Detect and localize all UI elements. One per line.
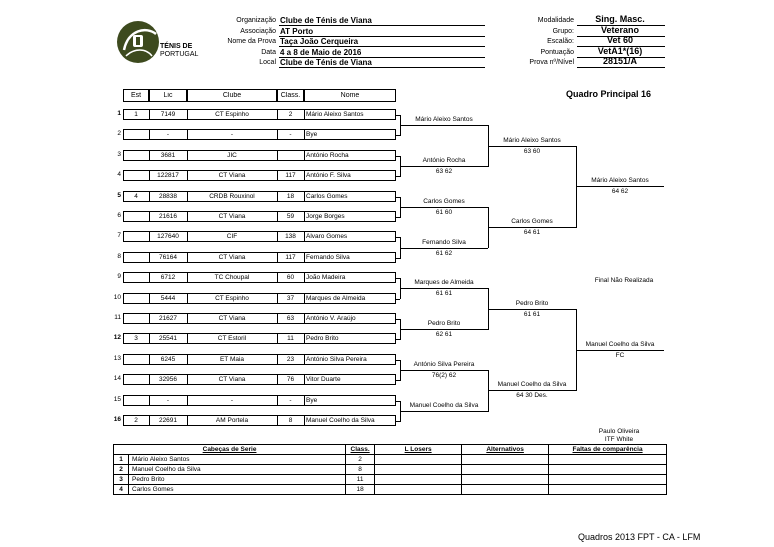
cell-divider bbox=[187, 231, 188, 242]
faltas-header: Faltas de comparência bbox=[549, 445, 667, 455]
round2-score: 61 62 bbox=[435, 249, 453, 257]
cell-divider bbox=[149, 374, 150, 385]
draw-position: 16 bbox=[113, 416, 121, 423]
empty-cell bbox=[549, 485, 667, 495]
player-est: 1 bbox=[134, 111, 138, 118]
player-clube: CT Viana bbox=[218, 213, 246, 220]
logo-line1: TÉNIS DE bbox=[160, 43, 193, 50]
empty-cell bbox=[375, 475, 462, 485]
cell-divider bbox=[304, 129, 305, 140]
player-clube: - bbox=[230, 131, 234, 139]
player-nome: Vitor Duarte bbox=[306, 376, 341, 384]
cell-divider bbox=[187, 211, 188, 222]
cell-divider bbox=[187, 333, 188, 344]
draw-position: 3 bbox=[117, 150, 121, 158]
column-header-cell bbox=[277, 89, 304, 102]
quarter-name: Manuel Coelho da Silva bbox=[497, 381, 567, 389]
winner-line bbox=[400, 166, 488, 167]
player-est: 3 bbox=[134, 335, 138, 343]
cell-divider bbox=[187, 109, 188, 120]
header-label: Pontuação bbox=[540, 48, 574, 56]
round2-score: 62 61 bbox=[435, 331, 453, 339]
draw-position: 14 bbox=[113, 375, 121, 383]
cell-divider bbox=[277, 293, 278, 304]
quarter-score: 63 60 bbox=[523, 147, 541, 155]
cell-divider bbox=[304, 313, 305, 324]
header-value: Taça João Cerqueira bbox=[280, 37, 359, 46]
losers-header: L Losers bbox=[375, 445, 462, 455]
cell-divider bbox=[304, 252, 305, 263]
player-lic: 7149 bbox=[160, 111, 176, 118]
player-clube: CT Viana bbox=[218, 172, 246, 180]
cell-divider bbox=[149, 333, 150, 344]
footer-text: Quadros 2013 FPT - CA - LFM bbox=[578, 532, 701, 542]
header-value: Sing. Masc. bbox=[595, 14, 645, 24]
player-lic: 5444 bbox=[160, 294, 176, 302]
player-nome: António Silva Pereira bbox=[306, 355, 367, 363]
winner-line bbox=[488, 227, 576, 228]
player-nome: António F. Silva bbox=[306, 172, 351, 180]
cell-divider bbox=[304, 293, 305, 304]
cell-divider bbox=[277, 109, 278, 120]
seed-nome: Carlos Gomes bbox=[129, 485, 346, 495]
empty-cell bbox=[375, 465, 462, 475]
player-class: - bbox=[289, 131, 292, 139]
cell-divider bbox=[304, 191, 305, 202]
player-class: 60 bbox=[286, 274, 295, 282]
cell-divider bbox=[149, 313, 150, 324]
winner-line bbox=[488, 390, 576, 391]
player-nome: Bye bbox=[306, 131, 318, 139]
cell-divider bbox=[187, 395, 188, 406]
draw-position: 4 bbox=[117, 171, 121, 179]
seed-class: 2 bbox=[346, 455, 375, 465]
cell-divider bbox=[277, 415, 278, 426]
quarter-score: 64 61 bbox=[523, 229, 541, 237]
seeds-header: Cabeças de Serie bbox=[114, 445, 346, 455]
cell-divider bbox=[304, 354, 305, 365]
header-label: Modalidade bbox=[537, 17, 574, 24]
player-clube: CT Estoril bbox=[217, 335, 247, 343]
quarter-name: Carlos Gomes bbox=[511, 218, 553, 226]
cell-divider bbox=[277, 211, 278, 222]
semi-score: 64 62 bbox=[611, 188, 629, 196]
empty-cell bbox=[549, 465, 667, 475]
header-value: AT Porto bbox=[280, 26, 314, 36]
player-lic: - bbox=[166, 396, 170, 404]
cell-divider bbox=[149, 415, 150, 426]
player-lic: - bbox=[166, 131, 170, 139]
cell-divider bbox=[149, 272, 150, 283]
seed-class: 18 bbox=[346, 485, 375, 495]
winner-line bbox=[576, 350, 664, 351]
player-class: 59 bbox=[286, 213, 295, 220]
column-header-cell bbox=[123, 89, 149, 102]
column-header-cell bbox=[187, 89, 277, 102]
semi-name: Manuel Coelho da Silva bbox=[585, 340, 655, 348]
seeds-table bbox=[113, 444, 667, 495]
player-clube: CT Espinho bbox=[215, 294, 249, 302]
player-class: - bbox=[289, 396, 292, 404]
round2-name: António Silva Pereira bbox=[413, 361, 475, 368]
player-nome: Fernando Silva bbox=[306, 253, 350, 261]
empty-cell bbox=[549, 455, 667, 465]
cell-divider bbox=[304, 211, 305, 222]
player-class: 76 bbox=[286, 376, 295, 384]
player-lic: 6712 bbox=[160, 274, 176, 282]
round2-name: Carlos Gomes bbox=[423, 197, 465, 205]
cell-divider bbox=[277, 272, 278, 283]
winner-line bbox=[488, 309, 576, 310]
draw-position: 10 bbox=[113, 293, 121, 301]
cell-divider bbox=[149, 211, 150, 222]
seed-row bbox=[114, 465, 667, 475]
cell-divider bbox=[149, 109, 150, 120]
header-underline bbox=[577, 67, 665, 68]
cell-divider bbox=[277, 231, 278, 242]
referee-title: ITF White bbox=[604, 436, 634, 443]
cell-divider bbox=[277, 129, 278, 140]
player-lic: 127640 bbox=[157, 233, 179, 241]
player-nome: Marques de Almeida bbox=[306, 294, 366, 302]
cell-divider bbox=[187, 415, 188, 426]
header-value: 28151/A bbox=[602, 56, 638, 66]
cell-divider bbox=[187, 293, 188, 304]
player-class: 117 bbox=[285, 253, 296, 261]
player-est: 4 bbox=[134, 192, 138, 200]
player-class: 138 bbox=[285, 233, 296, 241]
alternativos-header: Alternativos bbox=[462, 445, 549, 455]
cell-divider bbox=[187, 354, 188, 365]
cell-divider bbox=[304, 231, 305, 242]
player-lic: 76164 bbox=[158, 253, 178, 261]
player-nome: João Madeira bbox=[306, 274, 346, 282]
draw-position: 5 bbox=[117, 191, 121, 199]
winner-line bbox=[400, 125, 488, 126]
seeds-class-header: Class. bbox=[346, 445, 375, 455]
round2-score: 61 60 bbox=[435, 208, 453, 216]
draw-position: 12 bbox=[113, 334, 121, 342]
winner-line bbox=[400, 207, 488, 208]
player-nome: António V. Araújo bbox=[306, 315, 356, 322]
cell-divider bbox=[277, 354, 278, 365]
player-clube: CT Viana bbox=[218, 315, 246, 322]
winner-line bbox=[400, 370, 488, 371]
cell-divider bbox=[187, 272, 188, 283]
winner-line bbox=[400, 288, 488, 289]
player-lic: 25541 bbox=[158, 335, 178, 343]
player-clube: CT Viana bbox=[218, 376, 246, 384]
empty-cell bbox=[375, 485, 462, 495]
cell-divider bbox=[187, 374, 188, 385]
player-class: 18 bbox=[286, 192, 295, 200]
player-class: 2 bbox=[288, 111, 293, 118]
seed-nome: Pedro Brito bbox=[129, 475, 346, 485]
draw-position: 7 bbox=[117, 232, 121, 240]
player-clube: CT Viana bbox=[218, 253, 246, 261]
winner-line bbox=[576, 186, 664, 187]
empty-cell bbox=[462, 485, 549, 495]
round2-name: Fernando Silva bbox=[422, 238, 466, 246]
column-header-cell bbox=[304, 89, 396, 102]
cell-divider bbox=[304, 272, 305, 283]
empty-cell bbox=[375, 455, 462, 465]
header-value: Vet 60 bbox=[606, 35, 634, 45]
cell-divider bbox=[277, 150, 278, 161]
header-underline bbox=[279, 67, 485, 68]
player-lic: 3681 bbox=[160, 151, 176, 159]
cell-divider bbox=[304, 374, 305, 385]
draw-position: 6 bbox=[117, 212, 121, 219]
cell-divider bbox=[277, 191, 278, 202]
semi-score: FC bbox=[615, 351, 625, 359]
cell-divider bbox=[277, 395, 278, 406]
column-header-class: Class. bbox=[280, 92, 301, 99]
header-value: Clube de Ténis de Viana bbox=[280, 16, 372, 25]
header-value: VetA1*(16) bbox=[597, 45, 643, 56]
cell-divider bbox=[277, 374, 278, 385]
player-est: 2 bbox=[134, 417, 138, 424]
seed-n: 4 bbox=[114, 485, 129, 495]
player-nome: Carlos Gomes bbox=[306, 192, 348, 200]
round2-name: Manuel Coelho da Silva bbox=[409, 401, 479, 409]
seed-class: 8 bbox=[346, 465, 375, 475]
cell-divider bbox=[149, 150, 150, 161]
round2-score: 63 62 bbox=[435, 168, 453, 175]
column-header-cell bbox=[149, 89, 187, 102]
header-label: Grupo: bbox=[552, 27, 574, 35]
cell-divider bbox=[149, 354, 150, 365]
player-nome: Pedro Brito bbox=[306, 335, 339, 343]
player-class: 23 bbox=[286, 355, 295, 363]
player-lic: 21616 bbox=[158, 213, 178, 220]
column-header-clube: Clube bbox=[222, 92, 242, 99]
round2-score: 61 61 bbox=[435, 290, 453, 298]
cell-divider bbox=[149, 395, 150, 406]
cell-divider bbox=[187, 170, 188, 181]
player-clube: CT Espinho bbox=[215, 111, 249, 118]
cell-divider bbox=[187, 129, 188, 140]
cell-divider bbox=[149, 231, 150, 242]
player-nome: Mário Aleixo Santos bbox=[306, 111, 364, 118]
draw-position: 13 bbox=[113, 354, 121, 362]
seed-n: 1 bbox=[114, 455, 129, 465]
round2-name: António Rocha bbox=[422, 157, 466, 164]
cell-divider bbox=[187, 150, 188, 161]
cell-divider bbox=[277, 313, 278, 324]
player-nome: Manuel Coelho da Silva bbox=[306, 417, 375, 424]
player-class: 8 bbox=[288, 417, 293, 424]
round2-name: Pedro Brito bbox=[427, 320, 461, 328]
winner-line bbox=[400, 329, 488, 330]
header-value: Veterano bbox=[600, 24, 640, 35]
column-header-nome: Nome bbox=[340, 92, 360, 99]
logo-line2: PORTUGAL bbox=[160, 51, 199, 58]
cell-divider bbox=[149, 170, 150, 181]
player-nome: Álvaro Gomes bbox=[306, 233, 348, 241]
cell-divider bbox=[149, 191, 150, 202]
header-label: Prova nº/Nível bbox=[529, 59, 574, 66]
seed-n: 3 bbox=[114, 475, 129, 485]
header-label: Nome da Prova bbox=[227, 38, 276, 45]
final-note: Final Não Realizada bbox=[594, 277, 654, 284]
cell-divider bbox=[187, 252, 188, 263]
player-lic: 6245 bbox=[160, 355, 176, 363]
cell-divider bbox=[277, 252, 278, 263]
header-label: Data bbox=[261, 48, 276, 56]
header-label: Local bbox=[259, 59, 276, 66]
cell-divider bbox=[187, 191, 188, 202]
cell-divider bbox=[187, 313, 188, 324]
player-class: 63 bbox=[286, 315, 295, 322]
round2-name: Mário Aleixo Santos bbox=[415, 116, 473, 124]
player-clube: JIC bbox=[227, 151, 237, 159]
cell-divider bbox=[304, 395, 305, 406]
cell-divider bbox=[277, 170, 278, 181]
column-header-est: Est bbox=[130, 92, 142, 99]
quarter-score: 61 61 bbox=[523, 310, 541, 318]
empty-cell bbox=[549, 475, 667, 485]
draw-position: 8 bbox=[117, 252, 121, 260]
cell-divider bbox=[149, 129, 150, 140]
player-class: 11 bbox=[287, 335, 294, 343]
player-clube: AM Portela bbox=[215, 417, 249, 424]
tennis-ball-logo-icon bbox=[116, 20, 160, 64]
player-clube: ET Maia bbox=[219, 355, 245, 363]
winner-line bbox=[400, 411, 488, 412]
header-value: 4 a 8 de Maio de 2016 bbox=[280, 47, 362, 57]
winner-line bbox=[488, 146, 576, 147]
seed-row bbox=[114, 475, 667, 485]
round2-score: 76(2) 62 bbox=[431, 372, 457, 379]
player-nome: Jorge Borges bbox=[306, 213, 345, 220]
header-label: Escalão: bbox=[547, 38, 574, 45]
cell-divider bbox=[304, 109, 305, 120]
header-label: Associação bbox=[240, 27, 276, 35]
quarter-name: Pedro Brito bbox=[515, 299, 549, 307]
cell-divider bbox=[304, 333, 305, 344]
cell-divider bbox=[277, 333, 278, 344]
cell-divider bbox=[149, 252, 150, 263]
player-clube: CIF bbox=[226, 233, 238, 241]
draw-position: 1 bbox=[117, 110, 121, 117]
player-nome: Bye bbox=[306, 396, 318, 404]
referee-name: Paulo Oliveira bbox=[598, 428, 640, 435]
cell-divider bbox=[304, 415, 305, 426]
header-value: Clube de Ténis de Viana bbox=[280, 58, 372, 67]
cell-divider bbox=[304, 170, 305, 181]
quarter-name: Mário Aleixo Santos bbox=[503, 136, 561, 144]
seed-row bbox=[114, 455, 667, 465]
seed-nome: Manuel Coelho da Silva bbox=[129, 465, 346, 475]
draw-position: 9 bbox=[117, 273, 121, 281]
player-clube: CRDB Rouxinol bbox=[209, 192, 255, 200]
empty-cell bbox=[462, 455, 549, 465]
seed-nome: Mário Aleixo Santos bbox=[129, 455, 346, 465]
cell-divider bbox=[149, 293, 150, 304]
player-lic: 32956 bbox=[158, 376, 178, 384]
seed-n: 2 bbox=[114, 465, 129, 475]
player-lic: 122817 bbox=[157, 172, 179, 180]
player-clube: TC Choupal bbox=[214, 274, 250, 282]
winner-line bbox=[400, 248, 488, 249]
player-lic: 28838 bbox=[158, 192, 178, 200]
draw-title: Quadro Principal 16 bbox=[566, 89, 652, 99]
column-header-lic: Lic bbox=[163, 92, 173, 99]
player-class: 37 bbox=[286, 294, 295, 302]
round2-name: Marques de Almeida bbox=[414, 279, 474, 287]
quarter-score: 64 30 Des. bbox=[516, 392, 548, 400]
player-lic: 21627 bbox=[158, 315, 178, 322]
player-class: 117 bbox=[285, 172, 296, 180]
draw-position: 11 bbox=[114, 314, 121, 321]
header-label: Organização bbox=[236, 17, 276, 24]
player-nome: António Rocha bbox=[306, 151, 349, 159]
empty-cell bbox=[462, 465, 549, 475]
seed-row bbox=[114, 485, 667, 495]
player-clube: - bbox=[230, 396, 234, 404]
draw-position: 15 bbox=[113, 395, 121, 403]
seed-class: 11 bbox=[346, 475, 375, 485]
semi-name: Mário Aleixo Santos bbox=[591, 177, 649, 185]
player-lic: 22691 bbox=[158, 417, 178, 424]
empty-cell bbox=[462, 475, 549, 485]
draw-position: 2 bbox=[117, 130, 121, 138]
cell-divider bbox=[304, 150, 305, 161]
